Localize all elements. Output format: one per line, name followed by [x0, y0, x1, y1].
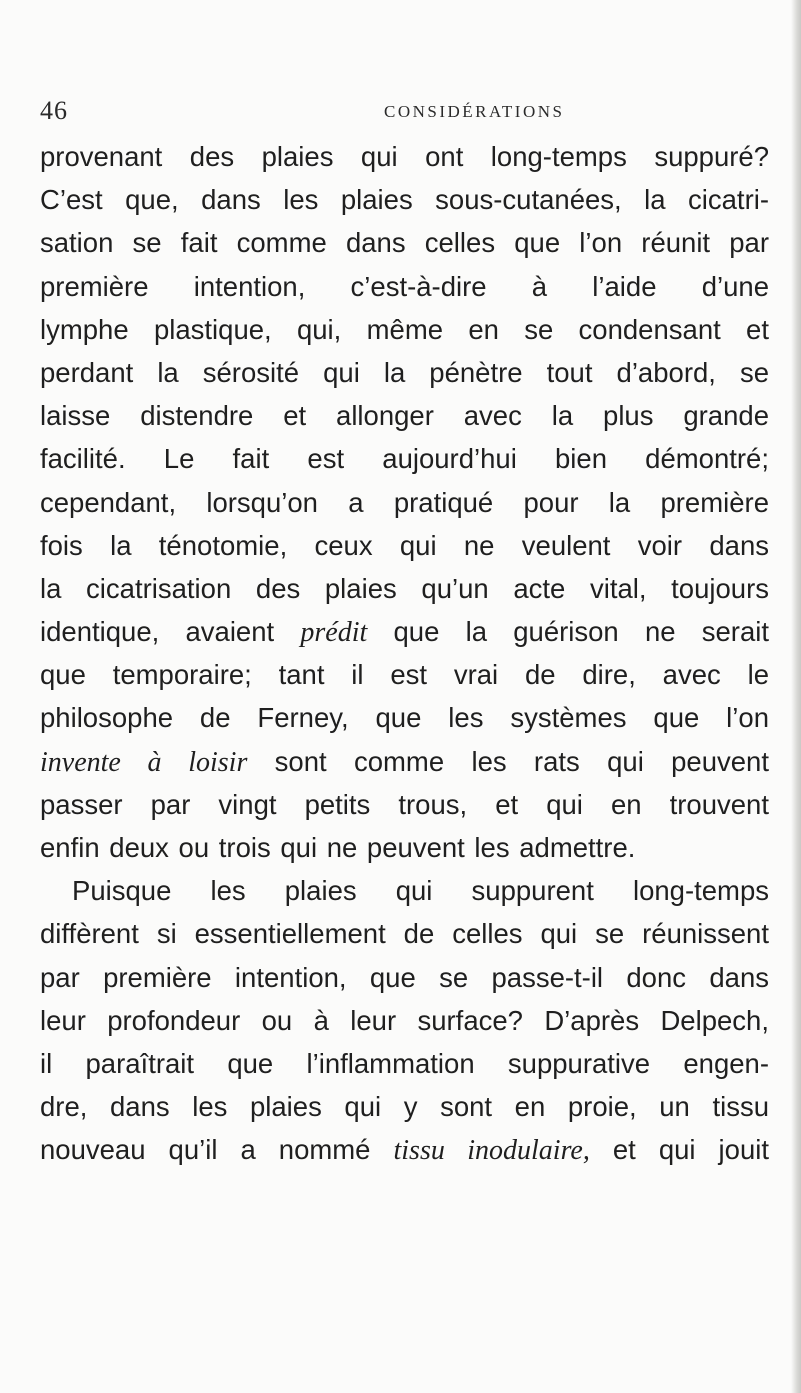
text-line: provenant des plaies qui ont long-temps suppuré? — [40, 141, 769, 172]
text-line: fois la ténotomie, ceux qui ne veulent voir dans — [40, 529, 769, 561]
text-line: enfin deux ou trois qui ne peuvent les admettre. — [40, 832, 636, 863]
text-line: par première intention, que se passe-t-il donc dans — [40, 961, 769, 993]
text-line: perdant la sérosité qui la pénètre tout d’abord, se — [40, 356, 769, 388]
text-line: invente à loisir sont comme les rats qui peuvent — [40, 745, 769, 778]
text-line: identique, avaient prédit que la guérison ne serait — [40, 616, 769, 649]
text-line: première intention, c’est-à-dire à l’aide d’une — [40, 270, 769, 302]
page-header — [40, 96, 760, 126]
text-line: facilité. Le fait est aujourd’hui bien démontré; — [40, 443, 769, 475]
text-line: diffèrent si essentiellement de celles qui se réunissent — [40, 918, 769, 950]
text-line: lymphe plastique, qui, même en se condensant et — [40, 313, 769, 345]
text-line: C’est que, dans les plaies sous-cutanées, la cicatri- — [40, 184, 769, 216]
italic-term: invente à loisir — [40, 746, 248, 778]
running-head: CONSIDÉRATIONS — [384, 102, 565, 121]
body-text — [40, 135, 769, 1172]
italic-term: prédit — [300, 617, 368, 649]
text-line: la cicatrisation des plaies qu’un acte vital, toujours — [40, 572, 769, 604]
text-line: que temporaire; tant il est vrai de dire, avec le — [40, 659, 769, 691]
italic-term: tissu inodulaire, — [393, 1135, 590, 1167]
text-line: sation se fait comme dans celles que l’on réunit par — [40, 227, 769, 259]
text-line: philosophe de Ferney, que les systèmes que l’on — [40, 702, 769, 734]
text-line: nouveau qu’il a nommé tissu inodulaire, et qui jouit — [40, 1134, 769, 1167]
page-edge-shadow — [791, 0, 801, 1393]
text-line: dre, dans les plaies qui y sont en proie, un tissu — [40, 1091, 769, 1123]
paragraph-start-line: Puisque les plaies qui suppurent long-temps — [72, 875, 769, 907]
text-line: il paraîtrait que l’inflammation suppurative engen- — [40, 1047, 769, 1079]
text-line: cependant, lorsqu’on a pratiqué pour la première — [40, 486, 769, 518]
text-line: laisse distendre et allonger avec la plus grande — [40, 400, 769, 432]
text-line: leur profondeur ou à leur surface? D’après Delpech, — [40, 1004, 769, 1036]
page-number: 46 — [40, 96, 68, 125]
text-line: passer par vingt petits trous, et qui en trouvent — [40, 788, 769, 820]
